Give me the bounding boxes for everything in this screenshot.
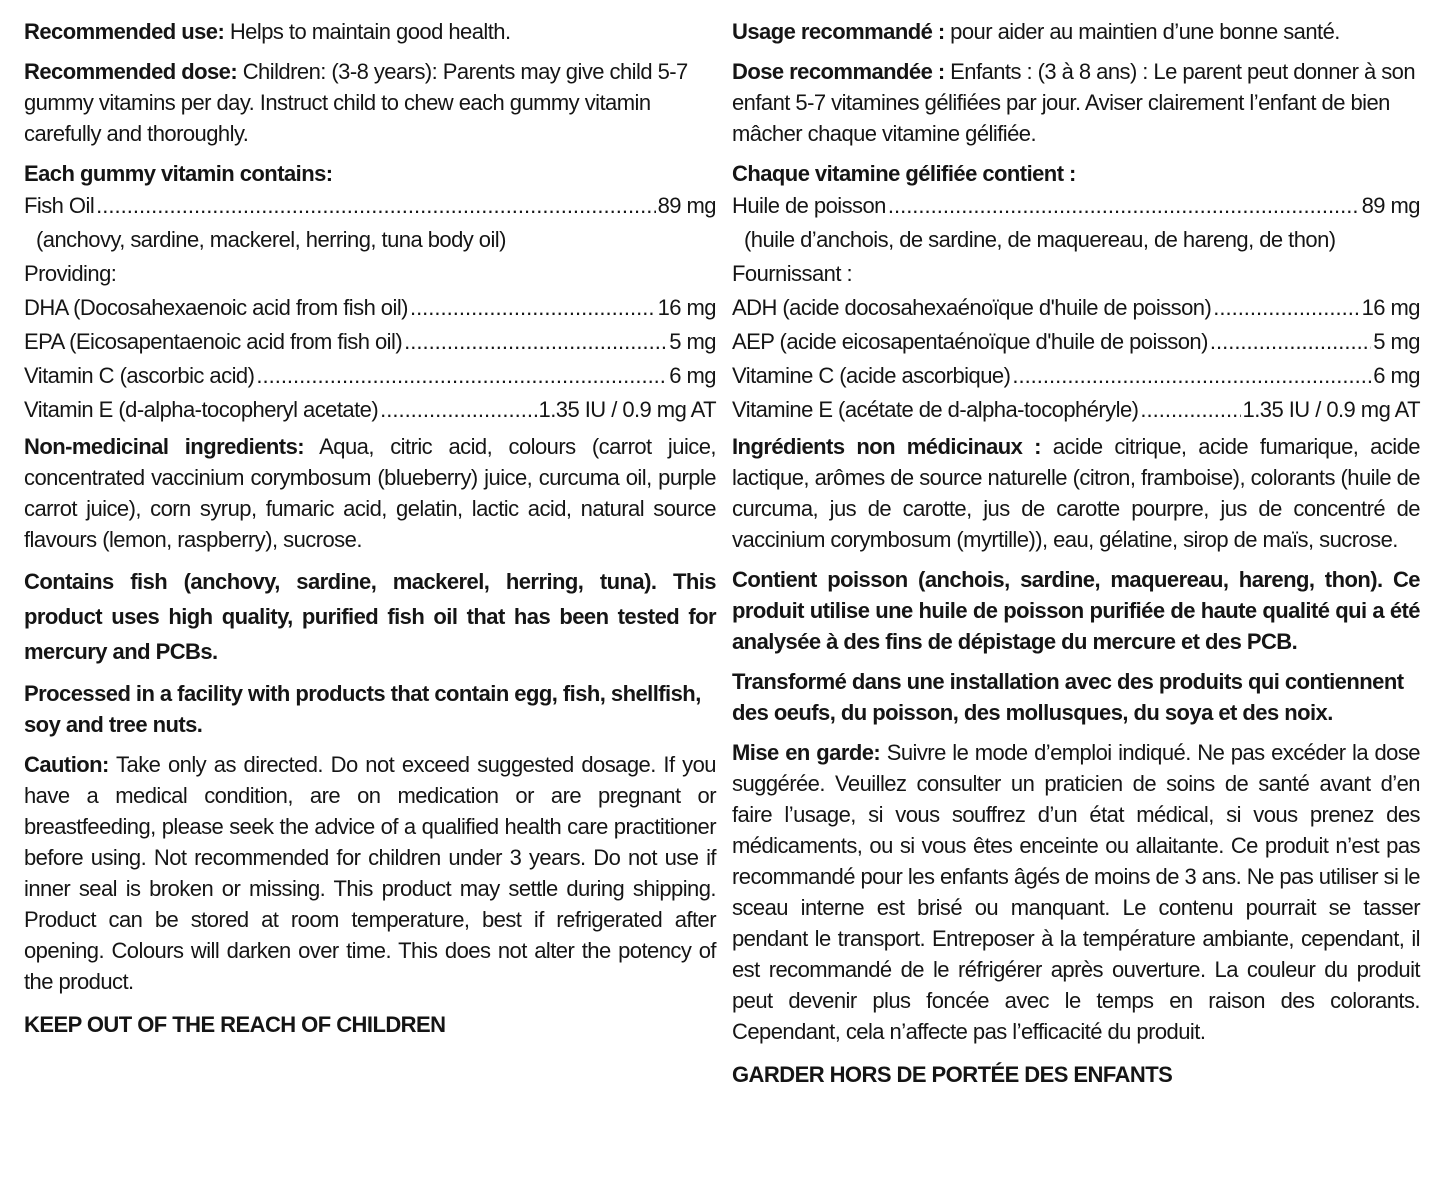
ingredient-row-fish-oil <box>24 189 716 223</box>
leader-dots <box>1140 393 1240 427</box>
non-medicinal-ingredients <box>732 431 1420 555</box>
french-column <box>732 16 1420 1090</box>
ingredient-name: Vitamin C (ascorbic acid) <box>24 363 255 388</box>
ingredient-name: Fish Oil <box>24 193 95 218</box>
non-medicinal-ingredients <box>24 431 716 555</box>
ingredient-row-epa <box>24 325 716 359</box>
ingredient-amount: 5 mg <box>669 329 716 354</box>
facility-statement: Transformé dans une installation avec des produits qui contiennent des oeufs, du poisson, des mollusques, du soya et des noix. <box>732 669 1404 725</box>
ingredient-amount: 6 mg <box>1373 363 1420 388</box>
non-medicinal-text: Aqua, citric acid, colours (carrot juice, concentrated vaccinium corymbosum (blueberry) juice, curcuma oil, purple carrot juice), corn syrup, fumaric acid, gelatin, lactic acid, natural source flavours (lemon, raspberry), sucrose. <box>24 434 716 552</box>
ingredient-amount: 5 mg <box>1373 329 1420 354</box>
ingredient-row-vitamin-e <box>732 393 1420 427</box>
recommended-dose-text: Children: (3-8 years): Parents may give child 5-7 gummy vitamins per day. Instruct child to chew each gummy vitamin carefully and thoroughly. <box>24 59 688 146</box>
facility-statement: Processed in a facility with products that contain egg, fish, shellfish, soy and tree nuts. <box>24 681 701 737</box>
leader-dots <box>404 325 667 359</box>
ingredient-amount: 16 mg <box>657 295 716 320</box>
ingredient-name: AEP (acide eicosapentaénoïque d'huile de poisson) <box>732 329 1208 354</box>
ingredient-amount: 1.35 IU / 0.9 mg AT <box>1242 397 1420 422</box>
ingredient-row-vitamin-e <box>24 393 716 427</box>
fish-oil-source: (huile d’anchois, de sardine, de maquereau, de hareng, de thon) <box>744 227 1336 252</box>
ingredient-name: DHA (Docosahexaenoic acid from fish oil) <box>24 295 408 320</box>
recommended-dose-label: Recommended dose: <box>24 59 238 84</box>
ingredient-row-fish-oil <box>732 189 1420 223</box>
recommended-use <box>732 16 1420 47</box>
leader-dots <box>1012 359 1371 393</box>
leader-dots <box>380 393 536 427</box>
recommended-dose-text: Enfants : (3 à 8 ans) : Le parent peut donner à son enfant 5-7 vitamines gélifiées par jour. Aviser clairement l’enfant de bien mâcher chaque vitamine gélifiée. <box>732 59 1416 146</box>
recommended-use-text: pour aider au maintien d’une bonne santé. <box>944 19 1340 44</box>
ingredient-name: Vitamine C (acide ascorbique) <box>732 363 1011 388</box>
recommended-dose-label: Dose recommandée : <box>732 59 945 84</box>
caution <box>24 749 716 997</box>
recommended-use-label: Usage recommandé : <box>732 19 945 44</box>
ingredient-amount: 89 mg <box>657 193 716 218</box>
non-medicinal-text: acide citrique, acide fumarique, acide lactique, arômes de source naturelle (citron, framboise), colorants (huile de curcuma, jus de carotte, jus de carotte pourpre, jus de concentré de vaccinium corymbosum (myrtille)), eau, gélatine, sirop de maïs, sucrose. <box>732 434 1420 552</box>
caution-text: Suivre le mode d’emploi indiqué. Ne pas excéder la dose suggérée. Veuillez consulter un praticien de soins de santé avant d’en faire l’usage, si vous souffrez d’un état médical, si vous prenez des médicaments, ou si vous êtes enceinte ou allaitante. Ce produit n’est pas recommandé pour les enfants âgés de moins de 3 ans. Ne pas utiliser si le sceau interne est brisé ou manquant. Le contenu pourrait se tasser pendant le transport. Entreposer à la température ambiante, cependant, il est recommandé de le réfrigérer après ouverture. La couleur du produit peut devenir plus foncée avec le temps en raison des colorants. Cependant, cela n’affecte pas l’efficacité du produit. <box>732 740 1420 1044</box>
recommended-dose <box>24 56 716 149</box>
ingredient-name: Huile de poisson <box>732 193 886 218</box>
english-column <box>24 16 716 1040</box>
ingredient-row-vitamin-c <box>732 359 1420 393</box>
fish-oil-source: (anchovy, sardine, mackerel, herring, tuna body oil) <box>36 227 506 252</box>
caution-label: Mise en garde: <box>732 740 881 765</box>
leader-dots <box>1210 325 1371 359</box>
ingredient-name: Vitamine E (acétate de d-alpha-tocophéryle) <box>732 397 1139 422</box>
caution <box>732 737 1420 1047</box>
leader-dots <box>410 291 656 325</box>
ingredient-name: EPA (Eicosapentaenoic acid from fish oil) <box>24 329 403 354</box>
non-medicinal-label: Ingrédients non médicinaux : <box>732 434 1041 459</box>
ingredient-row-dha <box>732 291 1420 325</box>
providing-label: Fournissant : <box>732 261 853 286</box>
recommended-use-label: Recommended use: <box>24 19 225 44</box>
non-medicinal-label: Non-medicinal ingredients: <box>24 434 305 459</box>
recommended-dose <box>732 56 1420 149</box>
ingredient-amount: 16 mg <box>1361 295 1420 320</box>
contains-fish-statement: Contient poisson (anchois, sardine, maquereau, hareng, thon). Ce produit utilise une huile de poisson purifiée de haute qualité qui a été analysée à des fins de dépistage du mercure et des PCB. <box>732 567 1420 654</box>
caution-label: Caution: <box>24 752 109 777</box>
ingredient-name: Vitamin E (d-alpha-tocopheryl acetate) <box>24 397 379 422</box>
contains-heading: Each gummy vitamin contains: <box>24 161 333 186</box>
ingredient-row-dha <box>24 291 716 325</box>
ingredient-amount: 1.35 IU / 0.9 mg AT <box>538 397 716 422</box>
keep-out-warning: GARDER HORS DE PORTÉE DES ENFANTS <box>732 1062 1173 1087</box>
caution-text: Take only as directed. Do not exceed suggested dosage. If you have a medical condition, are on medication or are pregnant or breastfeeding, please seek the advice of a qualified health care practitioner before using. Not recommended for children under 3 years. Do not use if inner seal is broken or missing. This product may settle during shipping. Product can be stored at room temperature, best if refrigerated after opening. Colours will darken over time. This does not alter the potency of the product. <box>24 752 716 994</box>
contains-fish-statement: Contains fish (anchovy, sardine, mackerel, herring, tuna). This product uses high quality, purified fish oil that has been tested for mercury and PCBs. <box>24 569 716 664</box>
leader-dots <box>1213 291 1359 325</box>
leader-dots <box>96 189 655 223</box>
providing-label: Providing: <box>24 261 117 286</box>
ingredient-row-epa <box>732 325 1420 359</box>
leader-dots <box>888 189 1360 223</box>
recommended-use-text: Helps to maintain good health. <box>224 19 511 44</box>
contains-heading: Chaque vitamine gélifiée contient : <box>732 161 1076 186</box>
leader-dots <box>256 359 667 393</box>
ingredient-amount: 89 mg <box>1361 193 1420 218</box>
ingredient-amount: 6 mg <box>669 363 716 388</box>
keep-out-warning: KEEP OUT OF THE REACH OF CHILDREN <box>24 1012 446 1037</box>
ingredient-row-vitamin-c <box>24 359 716 393</box>
ingredient-name: ADH (acide docosahexaénoïque d'huile de poisson) <box>732 295 1212 320</box>
recommended-use <box>24 16 716 47</box>
